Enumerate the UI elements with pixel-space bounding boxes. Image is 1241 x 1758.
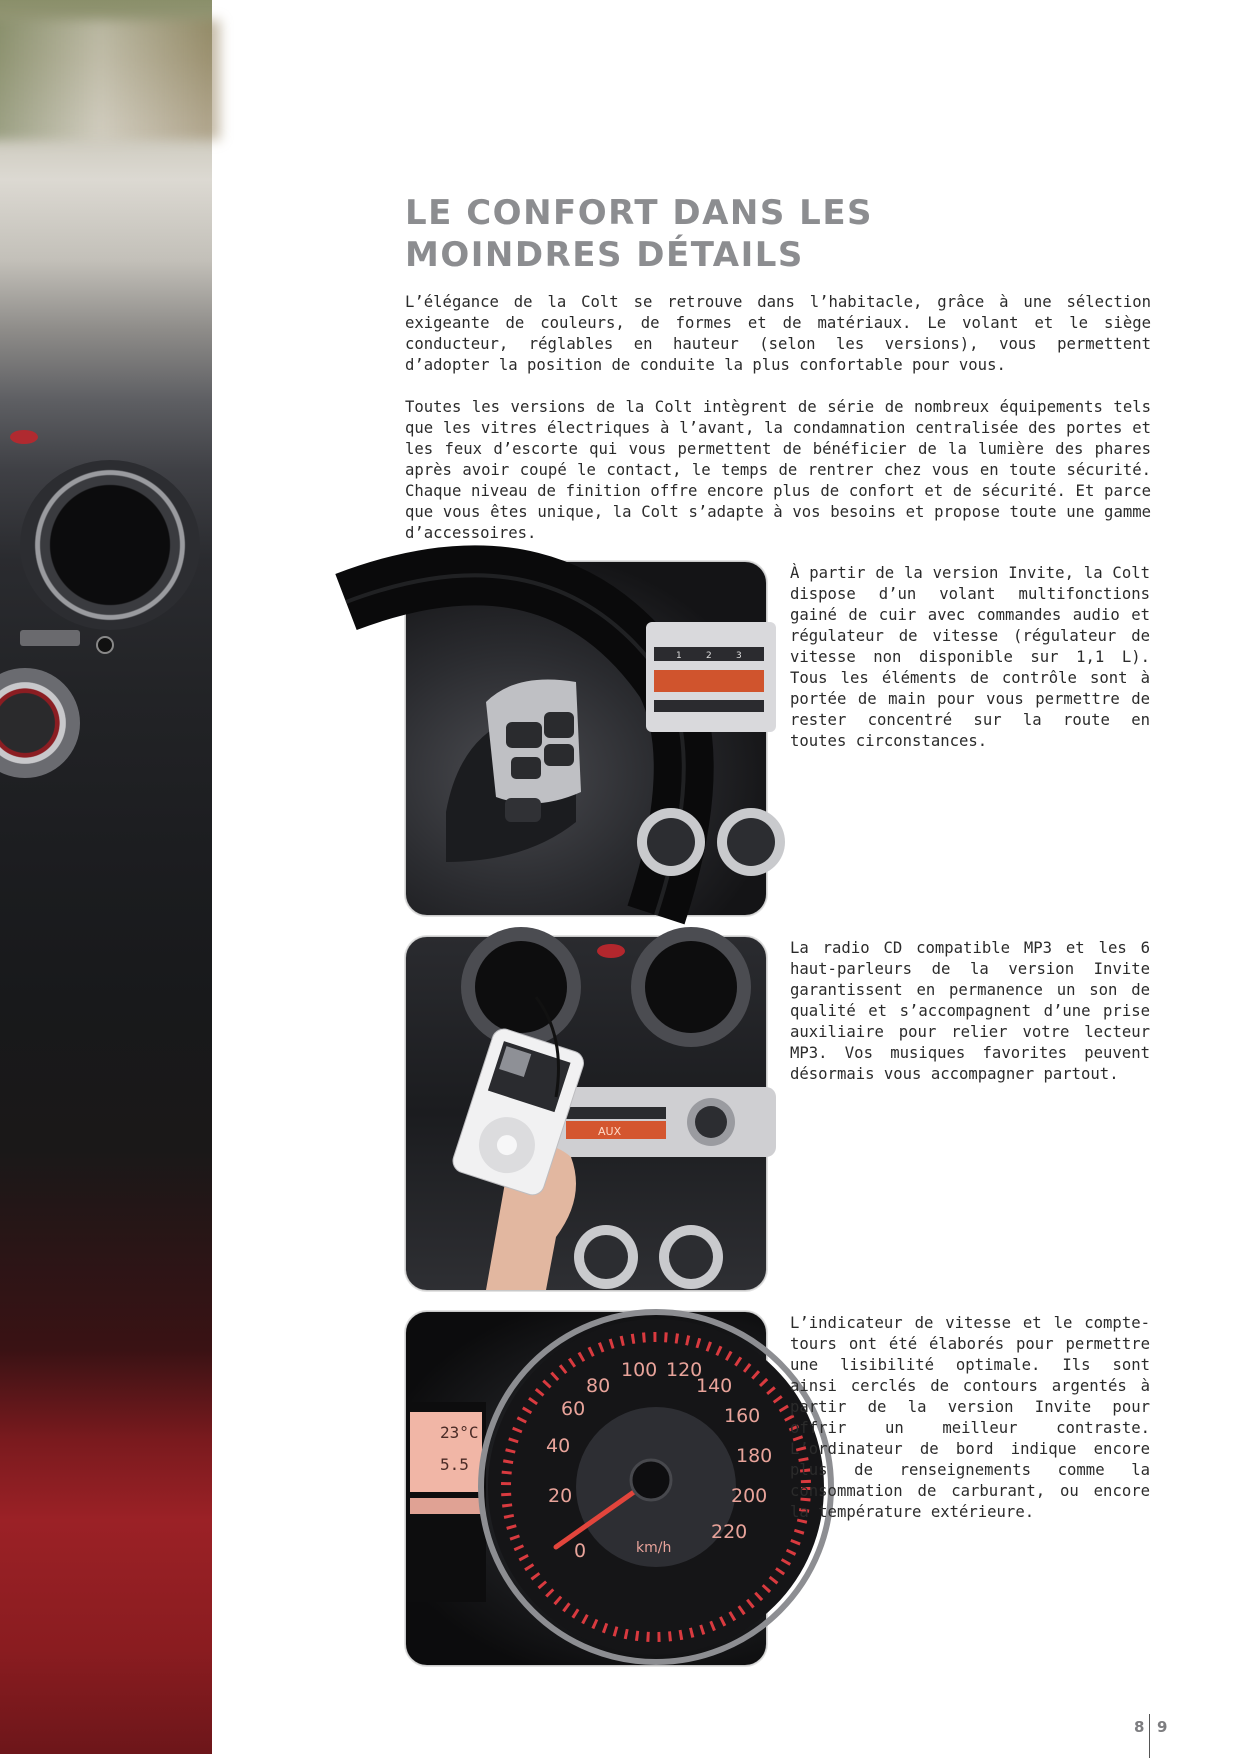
- feature-text-speedometer: L’indicateur de vitesse et le compte-tours ont été élaborés pour permettre une lisibilité optimale. Ils sont ainsi cerclés de contours argentés à partir de la version Invite pour offrir un meilleur contraste. L’ordinateur de bord indique encore plus de renseignements comme la consommation de carburant, ou encore la température extérieure.: [790, 1314, 1150, 1521]
- speedometer-photo: [405, 1311, 773, 1666]
- lcd-consumption: 5.5: [440, 1455, 469, 1474]
- radio-button-1: 1: [676, 651, 682, 661]
- speed-label-0: 0: [574, 1540, 587, 1562]
- page-title-line-2: MOINDRES DÉTAILS: [405, 235, 804, 275]
- speed-label-120: 120: [666, 1359, 703, 1381]
- radio-button-2: 2: [706, 651, 712, 661]
- page-title-line-1: LE CONFORT DANS LES: [405, 193, 874, 233]
- page-number-right: 9: [1157, 1718, 1168, 1736]
- mp3-player-photo: [405, 936, 767, 1291]
- feature-text-steering: À partir de la version Invite, la Colt dispose d’un volant multifonctions gainé de cuir avec commandes audio et régulateur de vitesse (régulateur de vitesse non disponible sur 1,1 L). Tous les éléments de contrôle sont à portée de main pour vous permettre de rester concentré sur la route en toutes circonstances.: [790, 564, 1150, 750]
- speed-label-40: 40: [546, 1435, 571, 1457]
- aux-jack-graphic: [96, 636, 114, 654]
- radio-display-label: AUX: [598, 1125, 622, 1138]
- intro-paragraph-1: L’élégance de la Colt se retrouve dans l’habitacle, grâce à une sélection exigeante de couleurs, de formes et de matériaux. Le volant et le siège conducteur, réglables en hauteur (selon les versions), vous permettent d’adopter la position de conduite la plus confortable pour vous.: [405, 293, 1151, 374]
- speed-label-200: 200: [731, 1485, 768, 1507]
- page-title: [405, 192, 1025, 276]
- air-vent-graphic: [20, 460, 200, 630]
- speed-label-180: 180: [736, 1445, 773, 1467]
- speed-label-140: 140: [696, 1375, 733, 1397]
- feature-text-radio: La radio CD compatible MP3 et les 6 haut-parleurs de la version Invite garantissent en permanence un son de qualité et s’accompagnent d’une prise auxiliaire pour relier votre lecteur MP3. Vos musiques favorites peuvent désormais vous accompagner partout.: [790, 939, 1150, 1083]
- interior-photo-strip: [0, 0, 212, 1754]
- climate-knob-graphic: [0, 668, 80, 778]
- lcd-temperature: 23°C: [440, 1423, 479, 1442]
- page-number-left: 8: [1134, 1718, 1145, 1736]
- speed-label-60: 60: [561, 1398, 586, 1420]
- speed-label-160: 160: [724, 1405, 761, 1427]
- speed-label-20: 20: [548, 1485, 573, 1507]
- speed-unit-label: km/h: [636, 1540, 672, 1556]
- steering-wheel-photo: [405, 561, 767, 916]
- page-number-divider: [1149, 1714, 1150, 1758]
- radio-button-3: 3: [736, 651, 742, 661]
- speed-label-220: 220: [711, 1521, 748, 1543]
- speed-label-80: 80: [586, 1375, 611, 1397]
- intro-paragraph-2: Toutes les versions de la Colt intègrent de série de nombreux équipements tels que les vitres électriques à l’avant, la condamnation centralisée des portes et les feux d’escorte qui vous permettent de bénéficier de la lumière des phares après avoir coupé le contact, le temps de rentrer chez vous en toute sécurité. Chaque niveau de finition offre encore plus de confort et de sécurité. Et parce que vous êtes unique, la Colt s’adapte à vos besoins et propose toute une gamme d’accessoires.: [405, 398, 1151, 542]
- speed-label-100: 100: [621, 1359, 658, 1381]
- hazard-button-graphic: [10, 430, 38, 444]
